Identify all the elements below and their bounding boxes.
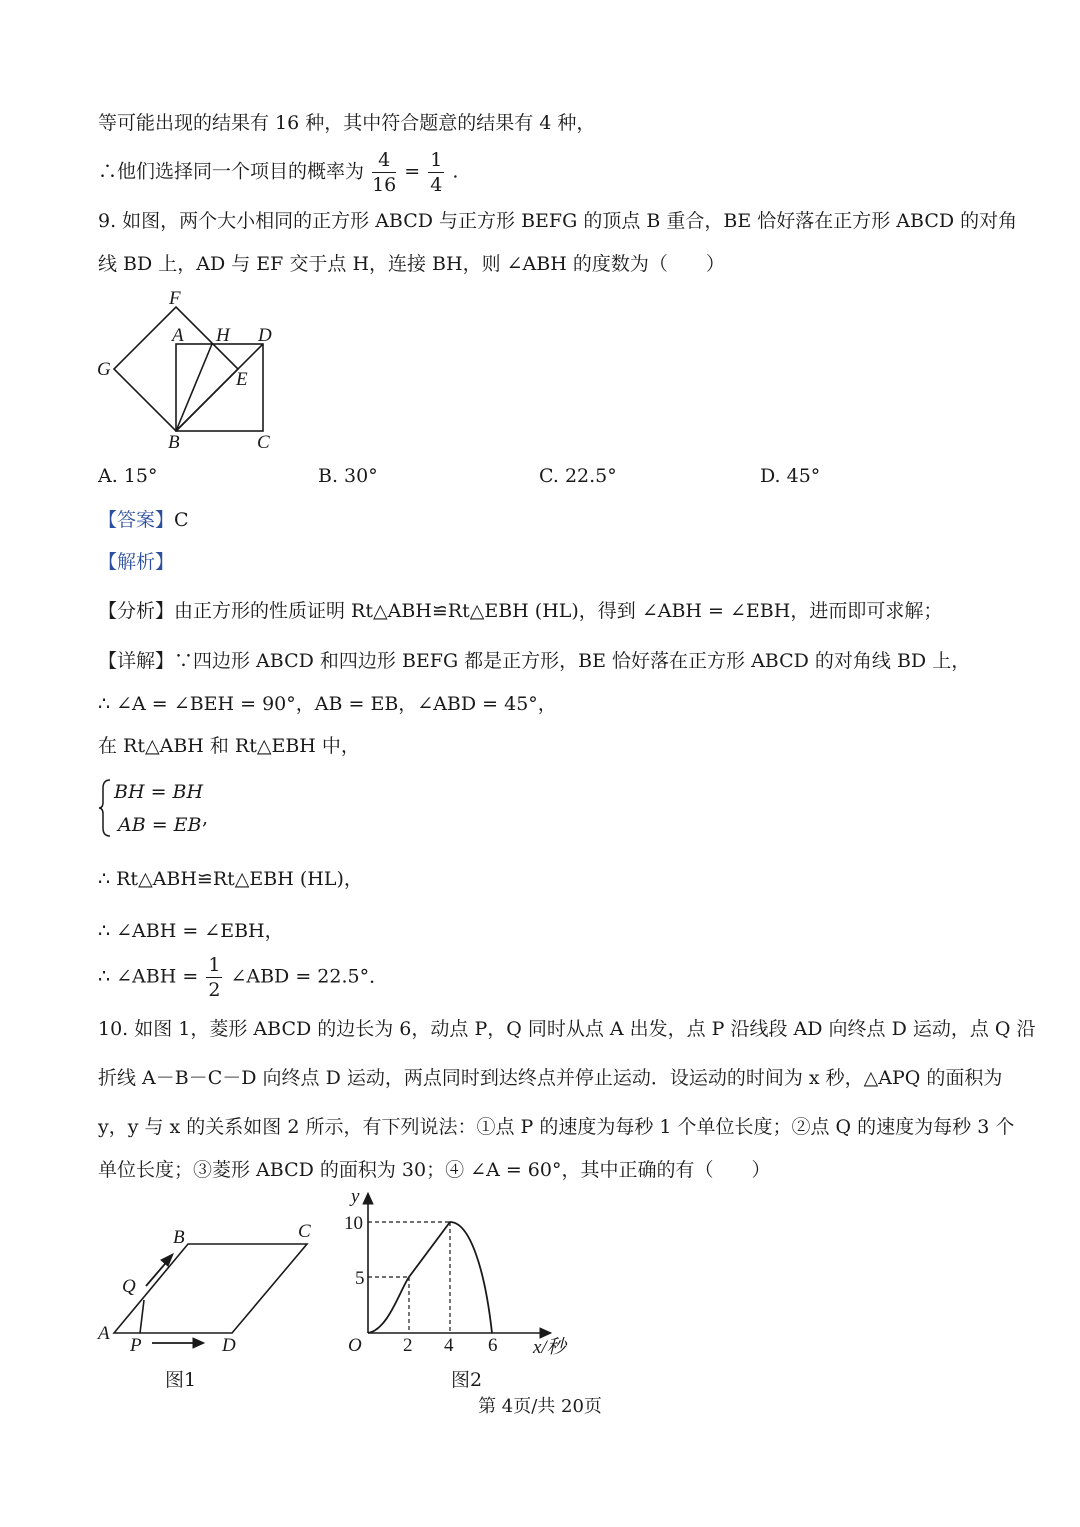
question-10-line-3: y，y 与 x 的关系如图 2 所示，有下列说法：①点 P 的速度为每秒 1 个单位长度；②点 Q 的速度为每秒 3 个 — [98, 1116, 1015, 1138]
arrow-p-head — [193, 1338, 204, 1348]
label-a: A — [98, 1323, 110, 1344]
period: . — [452, 160, 459, 183]
label-g: G — [97, 359, 111, 380]
xiangjie-tag: 【详解】 — [98, 650, 175, 672]
page-footer: 第 4页/共 20页 — [478, 1396, 602, 1417]
tick-x4: 4 — [444, 1335, 454, 1356]
analysis-line — [98, 549, 174, 575]
probability-prefix: ∴他们选择同一个项目的概率为 — [98, 160, 365, 183]
fraction-denominator: 4 — [430, 174, 443, 196]
label-d: D — [258, 325, 272, 346]
label-d: D — [222, 1335, 236, 1356]
answer-value: C — [174, 509, 189, 531]
tick-x2: 2 — [403, 1335, 413, 1356]
question-10-line-4: 单位长度；③菱形 ABCD 的面积为 30；④ ∠A = 60°，其中正确的有（ ） — [98, 1159, 771, 1181]
step-3-eq-2: AB = EB — [118, 814, 202, 836]
question-9-line-2: 线 BD 上，AD 与 EF 交于点 H，连接 BH，则 ∠ABH 的度数为（ ） — [98, 253, 725, 275]
fenxi-text: 由正方形的性质证明 Rt△ABH≌Rt△EBH (HL)，得到 ∠ABH = ∠EBH，进而即可求解； — [174, 600, 943, 622]
option-b: B. 30° — [318, 465, 378, 487]
segment-pq — [140, 1300, 144, 1333]
equals-sign: = — [404, 160, 421, 183]
tick-x6: 6 — [488, 1335, 498, 1356]
probability-line — [98, 148, 458, 197]
tick-y10: 10 — [344, 1213, 363, 1234]
fraction-numerator: 1 — [430, 149, 443, 171]
option-a: A. 15° — [98, 465, 158, 487]
step-3-comma: , — [202, 807, 209, 829]
step-3-eq-1: BH = BH — [114, 781, 204, 803]
fraction-numerator: 4 — [372, 148, 396, 173]
label-a: A — [172, 325, 184, 346]
fraction-denominator: 16 — [372, 174, 397, 196]
step-2: 在 Rt△ABH 和 Rt△EBH 中， — [98, 735, 360, 757]
step-4: ∴ Rt△ABH≌Rt△EBH (HL)， — [98, 868, 363, 890]
step-6-prefix: ∴ ∠ABH = — [98, 965, 199, 988]
label-b: B — [168, 432, 180, 453]
figure-9-squares — [92, 285, 282, 455]
y-axis-arrow — [363, 1193, 373, 1204]
figure-1-rhombus — [95, 1195, 330, 1365]
x-axis-label: x/秒 — [533, 1337, 566, 1358]
fraction-1-4 — [428, 148, 444, 197]
left-brace — [98, 778, 112, 838]
label-b: B — [173, 1227, 185, 1248]
xiangjie-line — [98, 648, 970, 674]
fraction-denominator: 2 — [208, 979, 221, 1001]
step-6-suffix: ∠ABD = 22.5°． — [230, 965, 389, 988]
step-6 — [98, 953, 388, 1002]
step-1: ∴ ∠A = ∠BEH = 90°，AB = EB，∠ABD = 45°， — [98, 693, 557, 715]
text-line: 等可能出现的结果有 16 种，其中符合题意的结果有 4 种， — [98, 112, 596, 134]
question-10-line-2: 折线 A－B－C－D 向终点 D 运动，两点同时到达终点并停止运动．设运动的时间为 x 秒，△APQ 的面积为 — [98, 1067, 1003, 1089]
analysis-tag: 【解析】 — [98, 551, 175, 573]
option-d: D. 45° — [760, 465, 821, 487]
label-c: C — [257, 432, 270, 453]
fenxi-line — [98, 598, 942, 624]
answer-tag: 【答案】 — [98, 509, 175, 531]
label-q: Q — [122, 1276, 136, 1297]
label-c: C — [298, 1221, 311, 1242]
fenxi-tag: 【分析】 — [98, 600, 175, 622]
fraction-1-2 — [206, 953, 222, 1002]
answer-line — [98, 507, 189, 533]
y-axis-label: y — [351, 1188, 360, 1207]
question-10-line-1: 10. 如图 1，菱形 ABCD 的边长为 6，动点 P，Q 同时从点 A 出发，点 P 沿线段 AD 向终点 D 运动，点 Q 沿 — [98, 1018, 1036, 1040]
step-5: ∴ ∠ABH = ∠EBH， — [98, 920, 284, 942]
fraction-numerator: 1 — [208, 954, 221, 976]
segment-bh — [176, 344, 212, 431]
rhombus-abcd — [114, 1244, 307, 1333]
figure-2-graph — [340, 1188, 580, 1363]
xiangjie-text: ∵四边形 ABCD 和四边形 BEFG 都是正方形，BE 恰好落在正方形 ABCD 的对角线 BD 上， — [174, 650, 971, 672]
segment-bd — [176, 344, 263, 431]
origin-label: O — [348, 1335, 362, 1356]
figure-2-caption: 图2 — [451, 1369, 483, 1391]
label-f: F — [169, 288, 181, 309]
question-9-line-1: 9. 如图，两个大小相同的正方形 ABCD 与正方形 BEFG 的顶点 B 重合，BE 恰好落在正方形 ABCD 的对角 — [98, 210, 1018, 232]
fraction-4-16 — [372, 148, 396, 197]
label-h: H — [216, 325, 230, 346]
tick-y5: 5 — [355, 1268, 365, 1289]
figure-1-caption: 图1 — [165, 1369, 197, 1391]
curve-y-of-x — [368, 1222, 492, 1333]
label-e: E — [236, 369, 248, 390]
option-c: C. 22.5° — [539, 465, 617, 487]
label-p: P — [130, 1335, 142, 1356]
